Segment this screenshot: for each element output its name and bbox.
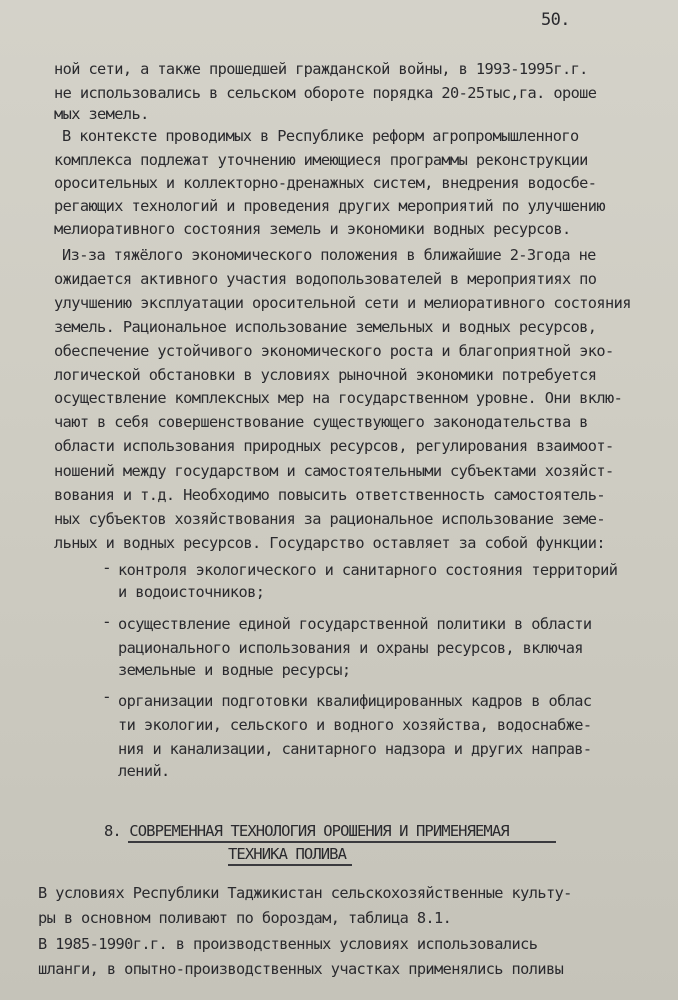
paragraph-2-line: оросительных и коллекторно-дренажных систем, внедрения водосбе- — [54, 174, 597, 192]
paragraph-3-line: логической обстановки в условиях рыночной экономики потребуется — [54, 366, 597, 384]
paragraph-4-line: В условиях Республики Таджикистан сельскохозяйственные культу- — [38, 884, 572, 902]
paragraph-3-line: обеспечение устойчивого экономического роста и благоприятной эко- — [54, 342, 614, 360]
bullet-dash: - — [102, 612, 112, 631]
paragraph-3-line: Из-за тяжёлого экономического положения в ближайшие 2-3года не — [62, 246, 596, 264]
paragraph-1-line: ной сети, а также прошедшей гражданской войны, в 1993-1995г.г. — [54, 60, 588, 78]
paragraph-1-line: не использовались в сельском обороте порядка 20-25тыс,га. ороше — [54, 84, 597, 102]
section-heading-line-2: ТЕХНИКА ПОЛИВА — [228, 845, 347, 863]
paragraph-3-line: вования и т.д. Необходимо повысить ответственность самостоятель- — [54, 486, 606, 504]
page-number: 50. — [541, 10, 570, 30]
bullet-2-line: земельные и водные ресурсы; — [118, 661, 351, 679]
bullet-1-line: контроля экологического и санитарного состояния территорий — [118, 561, 618, 579]
paragraph-3-line: улучшению эксплуатации оросительной сети и мелиоративного состояния — [54, 294, 631, 312]
paragraph-3-line: области использования природных ресурсов, регулирования взаимоот- — [54, 437, 614, 455]
bullet-3-line: лений. — [118, 762, 170, 780]
paragraph-2-line: регающих технологий и проведения других мероприятий по улучшению — [54, 197, 606, 215]
bullet-2-line: рационального использования и охраны ресурсов, включая — [118, 639, 583, 657]
bullet-3-line: ния и канализации, санитарного надзора и других направ- — [118, 740, 592, 758]
paragraph-3-line: осуществление комплексных мер на государственном уровне. Они вклю- — [54, 389, 623, 407]
paragraph-3-line: чают в себя совершенствование существующего законодательства в — [54, 413, 588, 431]
paragraph-3-line: ношений между государством и самостоятельными субъектами хозяйст- — [54, 462, 614, 480]
paragraph-3-line: земель. Рациональное использование земельных и водных ресурсов, — [54, 318, 597, 336]
section-heading-line-1: 8. СОВРЕМЕННАЯ ТЕХНОЛОГИЯ ОРОШЕНИЯ И ПРИМЕНЯЕМАЯ — [104, 822, 509, 840]
heading-underline — [128, 841, 556, 843]
paragraph-5-line: шланги, в опытно-производственных участках применялись поливы — [38, 960, 564, 978]
bullet-dash: - — [102, 687, 112, 706]
paragraph-2-line: мелиоративного состояния земель и экономики водных ресурсов. — [54, 220, 571, 238]
paragraph-4-line: ры в основном поливают по бороздам, таблица 8.1. — [38, 909, 452, 927]
paragraph-2-line: комплекса подлежат уточнению имеющиеся программы реконструкции — [54, 151, 588, 169]
bullet-dash: - — [102, 558, 112, 577]
heading-underline — [228, 864, 352, 866]
paragraph-3-line: ных субъектов хозяйствования за рациональное использование земе- — [54, 510, 606, 528]
paragraph-1-line: мых земель. — [54, 105, 149, 123]
bullet-2-line: осуществление единой государственной политики в области — [118, 615, 592, 633]
paragraph-5-line: В 1985-1990г.г. в производственных условиях использовались — [38, 935, 538, 953]
bullet-1-line: и водоисточников; — [118, 583, 265, 601]
paragraph-2-line: В контексте проводимых в Республике реформ агропромышленного — [62, 127, 579, 145]
paragraph-3-line: ожидается активного участия водопользователей в мероприятиях по — [54, 270, 597, 288]
bullet-3-line: ти экологии, сельского и водного хозяйства, водоснабже- — [118, 716, 592, 734]
paragraph-3-line: льных и водных ресурсов. Государство оставляет за собой функции: — [54, 534, 606, 552]
bullet-3-line: организации подготовки квалифицированных кадров в облас — [118, 692, 592, 710]
